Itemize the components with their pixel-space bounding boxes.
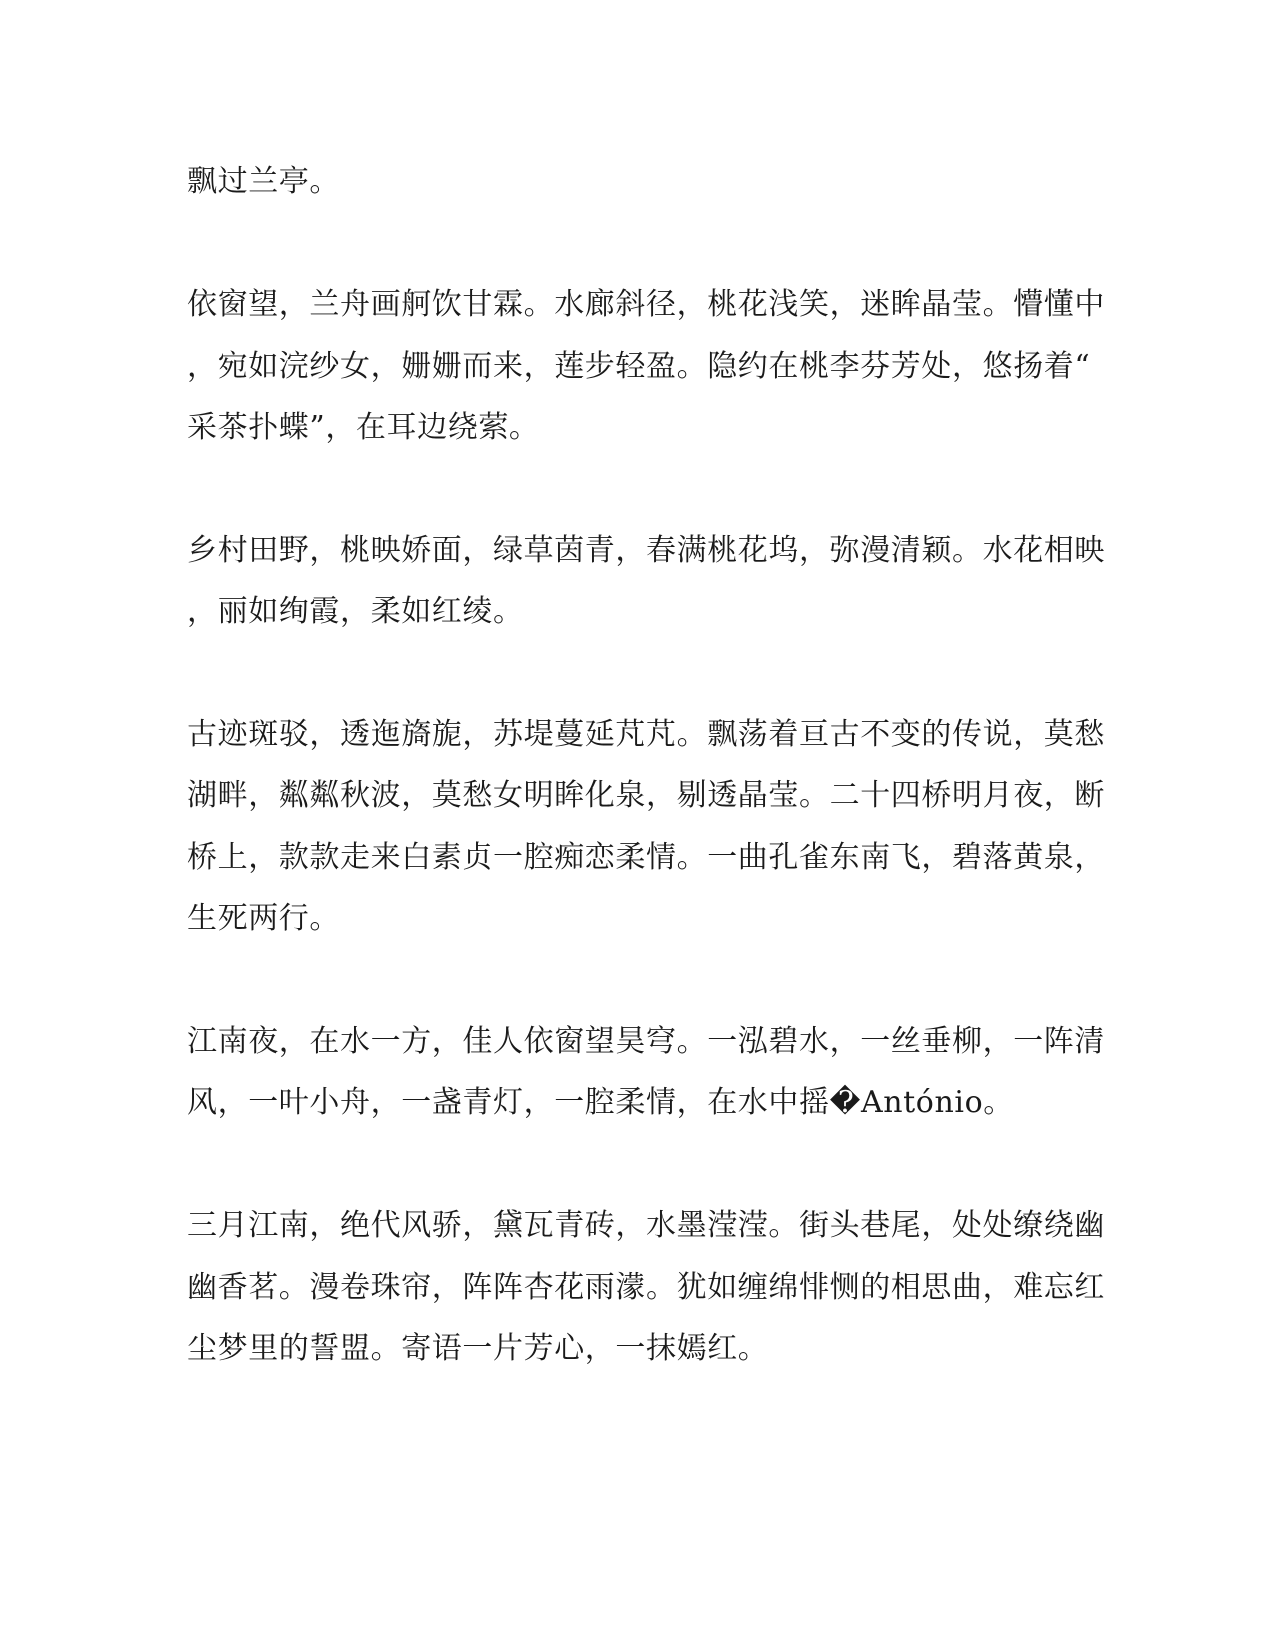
paragraph-1-line-1: 飘过兰亭。 <box>187 164 340 199</box>
paragraph-6-line-2: 幽香茗。漫卷珠帘，阵阵杏花雨濛。犹如缠绵悱恻的相思曲，难忘红 <box>187 1270 1105 1305</box>
paragraph-2-line-1: 依窗望，兰舟画舸饮甘霖。水廊斜径，桃花浅笑，迷眸晶莹。懵懂中 <box>187 287 1105 322</box>
paragraph-4-line-2: 湖畔，粼粼秋波，莫愁女明眸化泉，剔透晶莹。二十四桥明月夜，断 <box>187 778 1105 813</box>
paragraph-5-line-1: 江南夜，在水一方，佳人依窗望昊穹。一泓碧水，一丝垂柳，一阵清 <box>187 1024 1105 1059</box>
paragraph-4-line-1: 古迹斑驳，透迤旖旎，苏堤蔓延芃芃。飘荡着亘古不变的传说，莫愁 <box>187 717 1105 752</box>
paragraph-5-line-2: 风，一叶小舟，一盏青灯，一腔柔情，在水中摇�António。 <box>187 1085 1014 1120</box>
paragraph-2-line-2: ，宛如浣纱女，姗姗而来，莲步轻盈。隐约在桃李芬芳处，悠扬着“ <box>187 349 1091 384</box>
paragraph-6-line-1: 三月江南，绝代风骄，黛瓦青砖，水墨滢滢。街头巷尾，处处缭绕幽 <box>187 1208 1105 1243</box>
paragraph-4-line-3: 桥上，款款走来白素贞一腔痴恋柔情。一曲孔雀东南飞，碧落黄泉， <box>187 840 1105 875</box>
paragraph-3-line-1: 乡村田野，桃映娇面，绿草茵青，春满桃花坞，弥漫清颖。水花相映 <box>187 533 1105 568</box>
paragraph-3-line-2: ，丽如绚霞，柔如红绫。 <box>187 594 524 629</box>
paragraph-4-line-4: 生死两行。 <box>187 901 340 936</box>
paragraph-6-line-3: 尘梦里的誓盟。寄语一片芳心，一抹嫣红。 <box>187 1331 769 1366</box>
paragraph-2-line-3: 采茶扑蝶”，在耳边绕萦。 <box>187 410 540 445</box>
